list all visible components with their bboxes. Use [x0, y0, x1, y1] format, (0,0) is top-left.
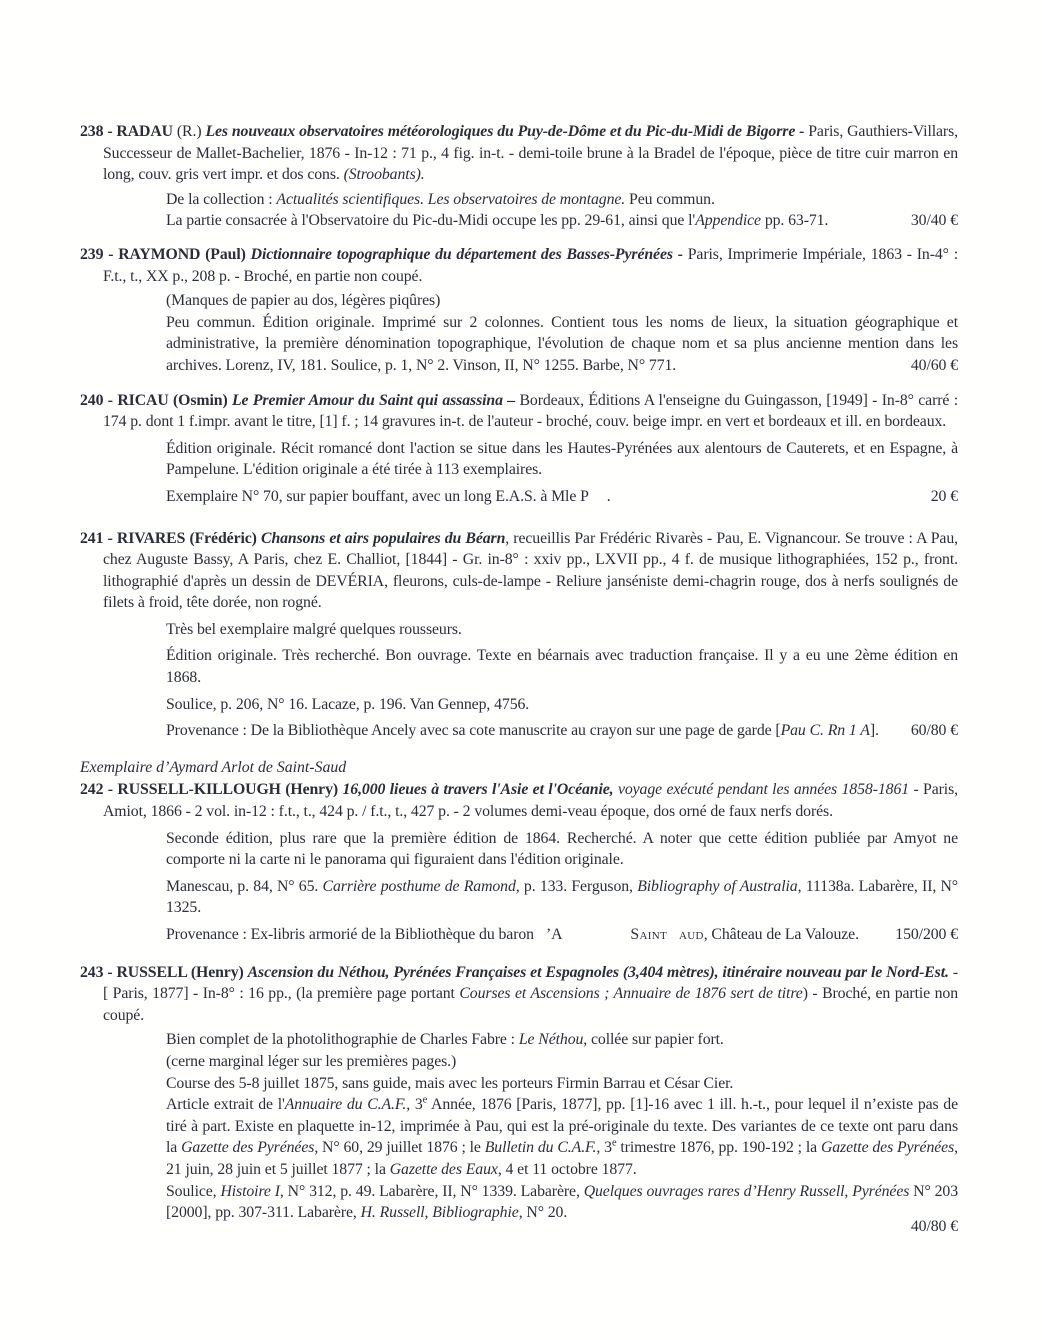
text-run: ’A	[545, 926, 563, 943]
text-run: Très bel exemplaire malgré quelques rousseurs.	[166, 620, 462, 638]
text-run: .	[606, 487, 611, 505]
text-run: - [ Paris, 1877] - In-8° : 16 pp., (la première page portant	[103, 963, 958, 1003]
text-run: 241 - RIVARES (Frédéric)	[80, 529, 262, 547]
entry-note	[166, 876, 958, 919]
text-run: Les nouveaux observatoires météorologiques du Puy-de-Dôme et du Pic-du-Midi de Bigorre -	[205, 123, 809, 140]
entry-note	[166, 828, 958, 871]
entry-note	[166, 290, 958, 312]
text-run: 238 - RADAU	[80, 123, 177, 140]
text-run: Chansons et airs populaires du Béarn	[261, 529, 506, 547]
catalog-entry-240	[80, 390, 958, 508]
entry-note	[166, 1094, 958, 1180]
entry-heading	[80, 390, 958, 433]
text-run: H. Russell, Bibliographie	[360, 1204, 519, 1222]
entry-notes	[80, 1029, 959, 1236]
entry-note	[166, 210, 958, 232]
text-run: Article extrait de l'	[166, 1096, 285, 1114]
text-run: Gazette des Pyrénées	[181, 1139, 315, 1157]
text-run: Course des 5-8 juillet 1875, sans guide, mais avec les porteurs Firmin Barrau et César Cier.	[166, 1074, 734, 1092]
text-run: Bien complet de la photolithographie de Charles Fabre :	[166, 1031, 519, 1049]
price-estimate: 40/80 €	[910, 1218, 958, 1236]
text-run: Édition originale. Très recherché. Bon ouvrage. Texte en béarnais avec traduction française. Il y a eu une 2ème édition en 1868.	[166, 647, 958, 687]
text-run: , N° 60, 29 juillet 1876 ; le	[314, 1139, 485, 1157]
entry-note	[166, 1073, 958, 1095]
entry-notes	[80, 290, 958, 376]
text-run: Peu commun. Édition originale. Imprimé sur 2 colonnes. Contient tous les noms de lieux, la situation géographique et administrative, la première dénomination topographique, l'évolution de chaque nom et sa plus ancienne mention dans les archives. Lorenz, IV, 181. Soulice, p. 1, N° 2. Vinson, II, N° 1255. Barbe, N° 771.	[166, 313, 958, 374]
text-run: Pau C. Rn 1 A	[780, 722, 870, 740]
catalog-content	[80, 121, 959, 1236]
text-run: Histoire I	[220, 1182, 280, 1200]
entry-note	[166, 1029, 958, 1051]
entry-heading	[80, 121, 958, 186]
entry-note	[166, 1051, 958, 1073]
spacer	[589, 500, 607, 501]
catalog-entry-242	[80, 779, 958, 945]
entry-note	[166, 189, 958, 211]
text-run: , 4 et 11 octobre 1877.	[497, 1160, 637, 1178]
text-run: De la collection :	[166, 190, 277, 208]
entry-note	[166, 1181, 959, 1236]
catalog-entry-243	[80, 962, 959, 1236]
text-run: Seconde édition, plus rare que la première édition de 1864. Recherché. A noter que cette édition publiée par Amyot ne comporte ni la carte ni le panorama qui figuraient dans l'édition originale.	[166, 829, 958, 869]
price-estimate: 150/200 €	[895, 926, 958, 943]
text-run: Paris, Gauthiers-Villars, Successeur de Mallet-Bachelier, 1876 - In-12 : 71 p., 4 fig. in-t. - demi-toile brune à la Bradel de l'époque, pièce de titre cuir marron en long, couv. gris vert impr. et dos cons.	[103, 123, 958, 184]
text-run: 240 - RICAU (Osmin)	[80, 391, 232, 409]
text-run: Ascension du Néthou, Pyrénées Françaises et Espagnoles (3,404 mètres), itinéraire nouveau par le Nord-Est.	[247, 963, 953, 981]
text-run: Saint	[630, 926, 667, 943]
text-run: (cerne marginal léger sur les premières pages.)	[166, 1052, 457, 1070]
spacer	[667, 938, 679, 939]
text-run: 243 - RUSSELL (Henry)	[80, 963, 248, 981]
entry-note	[166, 312, 958, 377]
text-run: Provenance : De la Bibliothèque Ancely avec sa cote manuscrite au crayon sur une page de garde [	[166, 722, 781, 740]
text-run: 242 - RUSSELL-KILLOUGH (Henry)	[80, 781, 343, 799]
text-run: Le Premier Amour du Saint qui assassina –	[232, 391, 520, 409]
text-run: pp. 63-71.	[760, 212, 829, 230]
price-estimate: 20 €	[930, 487, 958, 505]
text-run: e	[422, 1094, 428, 1106]
text-run: Année, 1876 [Paris, 1877], pp. [1]-16 avec 1 ill. h.-t., pour lequel il n’existe pas de tiré à part. Existe en plaquette in-12, imprimée à Pau, qui est la pré-originale du texte. Des variantes de ce texte ont paru dans la	[166, 1096, 959, 1157]
text-run: Quelques ouvrages rares d’Henry Russell	[583, 1182, 845, 1200]
entry-notes	[80, 619, 958, 742]
text-run: Bibliography of Australia	[637, 877, 798, 895]
price-estimate: 60/80 €	[910, 722, 958, 740]
text-run: Dictionnaire topographique du département des Basses-Pyrénées -	[250, 245, 688, 263]
text-run: (Stroobants).	[343, 166, 425, 184]
entry-note	[166, 486, 958, 508]
text-run: (Manques de papier au dos, légères piqûres)	[166, 292, 441, 310]
spacer	[562, 938, 630, 939]
text-run: 239 - RAYMOND (Paul)	[80, 245, 251, 263]
text-run: , 3	[596, 1139, 612, 1157]
price-estimate: 30/40 €	[910, 212, 958, 230]
text-run: 16,000 lieues à travers l'Asie et l'Océanie,	[342, 781, 618, 799]
catalog-entry-238	[80, 121, 958, 232]
text-run: Paris, Imprimerie Impériale, 1863 - In-4° : F.t., t., XX p., 208 p. - Broché, en partie non coupé.	[103, 245, 959, 285]
text-run: , p. 133. Ferguson,	[515, 877, 638, 895]
entry-heading	[80, 962, 958, 1027]
entry-note	[166, 720, 958, 742]
entry-notes	[80, 828, 958, 946]
text-run: Soulice, p. 206, N° 16. Lacaze, p. 196. Van Gennep, 4756.	[166, 695, 530, 713]
text-run: Soulice,	[166, 1182, 221, 1200]
text-run: ) - Broché, en partie non coupé.	[103, 985, 958, 1024]
text-run: , N° 20.	[518, 1204, 568, 1222]
text-run: Courses et Ascensions ; Annuaire de 1876 sert de titre	[459, 985, 803, 1003]
spacer	[534, 938, 546, 939]
text-run: La partie consacrée à l'Observatoire du Pic-du-Midi occupe les pp. 29-61, ainsi que l'	[166, 212, 696, 230]
entry-heading	[80, 244, 958, 287]
entry-note	[166, 694, 958, 716]
text-run: Bordeaux, Éditions A l'enseigne du Guingasson, [1949] - In-8° carré : 174 p. dont 1 f.impr. avant le titre, [1] f. ; 14 gravures in-t. de l'auteur - broché, couv. beige impr. en vert et bordeaux et ill. en bordeaux.	[103, 391, 958, 431]
catalog-entry-239	[80, 244, 958, 377]
text-run: aud	[678, 926, 704, 943]
text-run: voyage exécuté pendant les années 1858-1861 -	[617, 781, 924, 799]
text-run: 21 juin, 28 juin et 5 juillet 1877 ; la	[166, 1160, 390, 1178]
text-run: , 11138a. Labarère, II, N° 1325.	[166, 877, 959, 917]
entry-note	[166, 438, 958, 481]
entry-notes	[80, 438, 958, 508]
text-run: Le Néthou	[518, 1031, 584, 1049]
text-run: Pyrénées	[852, 1182, 910, 1200]
text-run: Provenance : Ex-libris armorié de la Bibliothèque du baron	[166, 926, 534, 943]
text-run: (R.)	[176, 123, 206, 140]
text-run: Bulletin du C.A.F.	[484, 1139, 597, 1157]
text-run: Exemplaire N° 70, sur papier bouffant, avec un long E.A.S. à Mle P	[166, 487, 589, 505]
text-run: , collée sur papier fort.	[583, 1031, 724, 1049]
text-run: ,	[844, 1182, 853, 1200]
text-run: , 3	[406, 1096, 423, 1114]
text-run: , N° 312, p. 49. Labarère, II, N° 1339. Labarère,	[279, 1182, 584, 1200]
text-run: Carrière posthume de Ramond	[322, 877, 516, 895]
entry-heading	[80, 779, 958, 822]
text-run: ].	[869, 722, 879, 740]
text-run: Paris, Amiot, 1866 - 2 vol. in-12 : f.t., t., 424 p. / f.t., t., 427 p. - 2 volumes demi-veau époque, dos orné de faux nerfs dorés.	[103, 781, 958, 821]
entry-note	[166, 924, 958, 946]
text-run: N° 203 [2000], pp. 307-311. Labarère,	[166, 1182, 959, 1222]
entry-note	[166, 619, 958, 641]
catalog-entry-241	[80, 528, 958, 742]
text-run: Actualités scientifiques. Les observatoires de montagne.	[276, 190, 630, 208]
text-run: , recueillis Par Frédéric Rivarès - Pau, E. Vignancour. Se trouve : A Pau, chez Auguste Bassy, A Paris, chez E. Challiot, [1844] - Gr. in-8° : xxiv pp., LXVII pp., 4 f. de musique lithographiées, 152 p., front. lithographié d'après un dessin de DEVÉRIA, fleurons, culs-de-lampe - Reliure janséniste demi-chagrin rouge, dos à nerfs soulignés de filets à froid, tête dorée, non rogné.	[103, 529, 958, 612]
entry-heading	[80, 528, 958, 614]
text-run: Annuaire du C.A.F.	[284, 1096, 407, 1114]
text-run: Gazette des Eaux	[389, 1160, 498, 1178]
text-run: Peu commun.	[629, 190, 715, 208]
text-run: Exemplaire d’Aymard Arlot de Saint-Saud	[80, 758, 347, 776]
entry-notes	[80, 189, 958, 232]
text-run: Gazette des Pyrénées,	[820, 1139, 958, 1157]
text-run: Manescau, p. 84, N° 65.	[166, 877, 323, 895]
price-estimate: 40/60 €	[910, 356, 958, 374]
text-run: Appendice	[695, 212, 761, 230]
provenance-section-heading	[80, 757, 958, 779]
entry-note	[166, 645, 958, 688]
text-run: Édition originale. Récit romancé dont l'action se situe dans les Hautes-Pyrénées aux alentours de Cauterets, et en Espagne, à Pampelune. L'édition originale a été tirée à 113 exemplaires.	[166, 439, 958, 479]
text-run: trimestre 1876, pp. 190-192 ; la	[616, 1139, 821, 1157]
text-run: , Château de La Valouze.	[703, 926, 859, 943]
text-run: e	[611, 1138, 617, 1150]
